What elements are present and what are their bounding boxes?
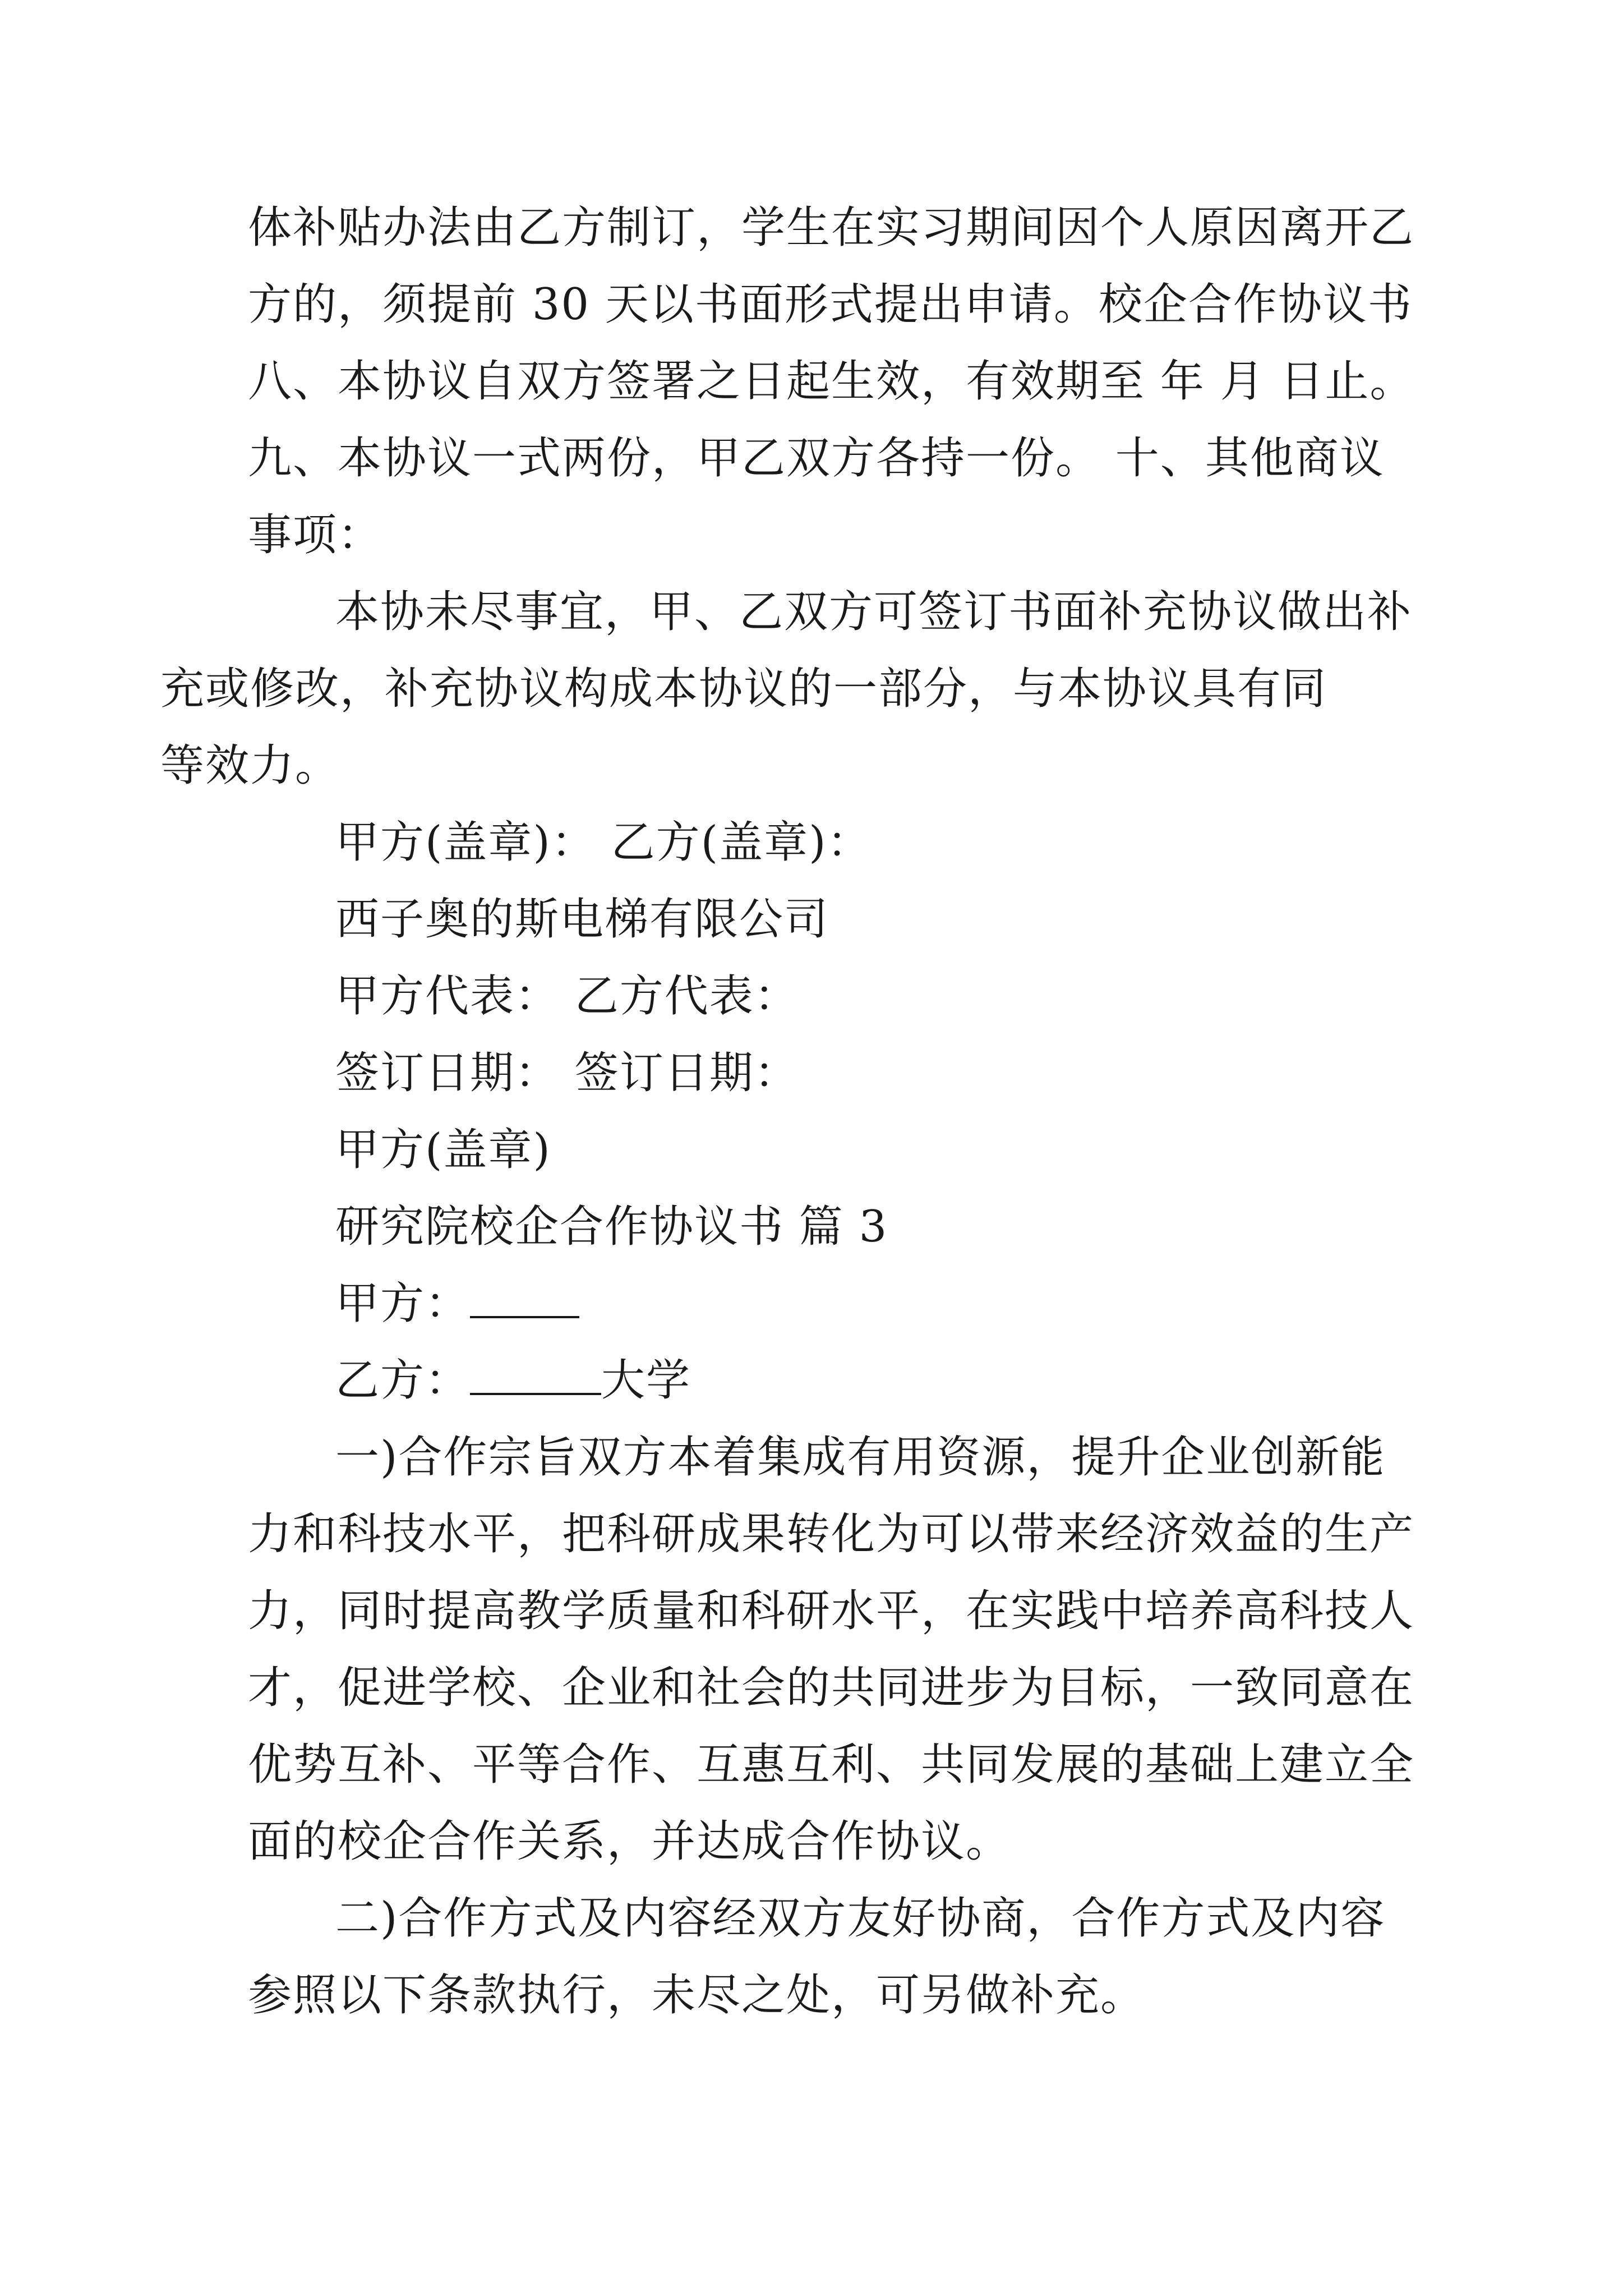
party-b-blank	[470, 1354, 601, 1395]
text-line: 一)合作宗旨双方本着集成有用资源，提升企业创新能	[335, 1432, 1386, 1483]
text-line: 二)合作方式及内容经双方友好协商，合作方式及内容	[335, 1893, 1386, 1944]
seal-line: 甲方(盖章)： 乙方(盖章)：	[335, 817, 872, 868]
text-line: 力和科技水平，把科研成果转化为可以带来经济效益的生产	[248, 1509, 1415, 1559]
party-a-blank	[470, 1277, 579, 1318]
party-a-seal: 甲方(盖章)	[335, 1125, 551, 1175]
party-b-label: 乙方：	[335, 1355, 471, 1406]
text-line: 力，同时提高教学质量和科研水平，在实践中培养高科技人	[248, 1586, 1415, 1636]
text-line: 事项：	[248, 510, 383, 560]
text-line: 才，促进学校、企业和社会的共同进步为目标，一致同意在	[248, 1663, 1415, 1713]
party-a-line	[248, 1266, 1403, 1342]
party-b-suffix: 大学	[601, 1355, 691, 1406]
company-name: 西子奥的斯电梯有限公司	[335, 894, 829, 945]
party-a-label: 甲方：	[335, 1278, 471, 1329]
text-line: 体补贴办法由乙方制订，学生在实习期间因个人原因离开乙	[248, 203, 1415, 253]
paragraph-subsidy-terms	[248, 190, 1415, 574]
party-b-line	[248, 1342, 1403, 1419]
paragraph-supplementary-agreement	[160, 574, 1413, 804]
signing-date-line: 签订日期： 签订日期：	[335, 1048, 799, 1098]
representative-line: 甲方代表： 乙方代表：	[335, 971, 799, 1022]
text-line: 充或修改，补充协议构成本协议的一部分，与本协议具有同	[160, 664, 1327, 714]
text-line: 方的，须提前 30 天以书面形式提出申请。校企合作协议书	[248, 279, 1413, 330]
text-line: 八、本协议自双方签署之日起生效，有效期至 年 月 日止。	[248, 356, 1415, 407]
text-line: 优势互补、平等合作、互惠互利、共同发展的基础上建立全	[248, 1740, 1415, 1790]
paragraph-cooperation-purpose	[248, 1419, 1415, 1880]
text-line: 面的校企合作关系，并达成合作协议。	[248, 1816, 1011, 1867]
document-body	[160, 190, 1415, 2034]
text-line: 等效力。	[160, 740, 340, 791]
paragraph-cooperation-method	[248, 1880, 1403, 2034]
text-line: 九、本协议一式两份，甲乙双方各持一份。 十、其他商议	[248, 433, 1385, 484]
section-title: 研究院校企合作协议书 篇 3	[335, 1202, 888, 1252]
text-line: 本协未尽事宜，甲、乙双方可签订书面补充协议做出补	[335, 587, 1413, 637]
text-line: 参照以下条款执行，未尽之处，可另做补充。	[248, 1970, 1146, 2021]
